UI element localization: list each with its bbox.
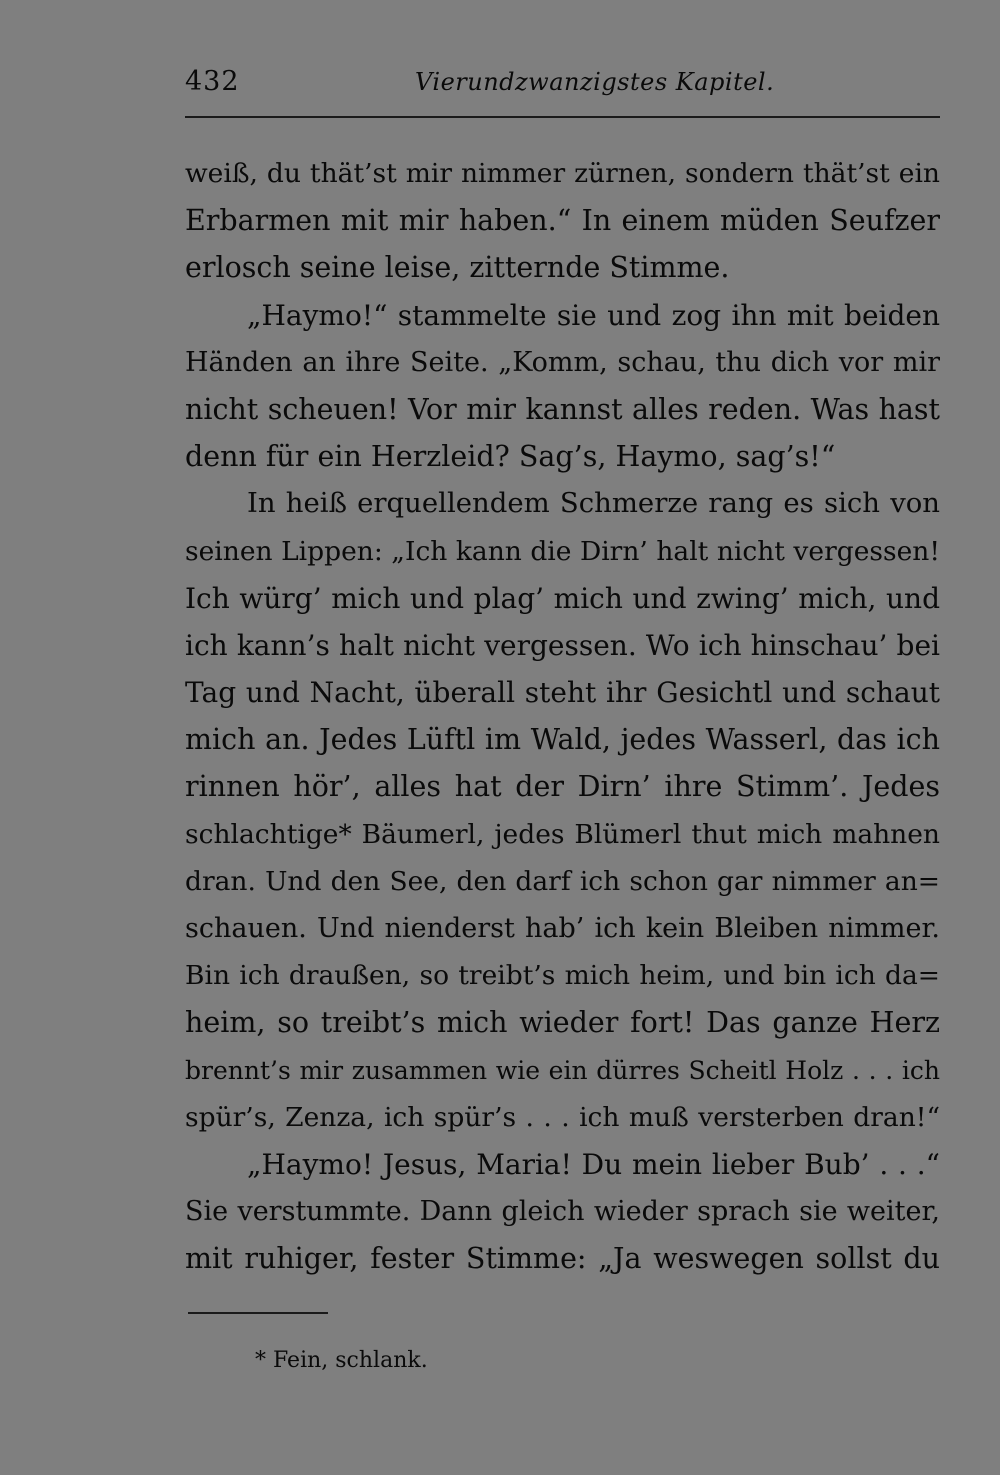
- text-line: In heiß erquellendem Schmerze rang es sich von: [247, 487, 940, 520]
- page-number: 432: [185, 66, 240, 97]
- text-line: weiß, du thät’st mir nimmer zürnen, sondern thät’st ein: [185, 158, 940, 189]
- text-line: Sie verstummte. Dann gleich wieder sprach sie weiter,: [185, 1196, 940, 1228]
- text-line: erlosch seine leise, zitternde Stimme.: [185, 251, 730, 285]
- footnote-rule: [188, 1312, 328, 1314]
- footnote: * Fein, schlank.: [255, 1348, 428, 1373]
- page-header: [185, 62, 940, 102]
- text-line: Ich würg’ mich und plag’ mich und zwing’ mich, und: [185, 581, 940, 615]
- text-line: „Haymo! Jesus, Maria! Du mein lieber Bub’ . . .“: [247, 1147, 940, 1181]
- text-line: Bin ich draußen, so treibt’s mich heim, und bin ich da=: [185, 960, 940, 992]
- text-line: mit ruhiger, fester Stimme: „Ja weswegen sollst du: [185, 1242, 940, 1276]
- text-line: dran. Und den See, den darf ich schon gar nimmer an=: [185, 865, 940, 897]
- text-line: Händen an ihre Seite. „Komm, schau, thu dich vor mir: [185, 346, 940, 378]
- text-line: brennt’s mir zusammen wie ein dürres Scheitl Holz . . . ich: [185, 1055, 940, 1085]
- text-line: heim, so treibt’s mich wieder fort! Das ganze Herz: [185, 1006, 940, 1040]
- body-text: [185, 150, 940, 1283]
- running-head: Vierundzwanzigstes Kapitel.: [415, 68, 775, 96]
- text-line: ich kann’s halt nicht vergessen. Wo ich hinschau’ bei: [185, 628, 940, 662]
- text-line: seinen Lippen: „Ich kann die Dirn’ halt nicht vergessen!: [185, 535, 940, 567]
- text-line: Erbarmen mit mir haben.“ In einem müden Seufzer: [185, 204, 940, 238]
- text-line: schlachtige* Bäumerl, jedes Blümerl thut mich mahnen: [185, 818, 940, 850]
- text-line: nicht scheuen! Vor mir kannst alles reden. Was hast: [185, 392, 940, 426]
- text-line: „Haymo!“ stammelte sie und zog ihn mit beiden: [247, 298, 940, 332]
- text-line: rinnen hör’, alles hat der Dirn’ ihre Stimm’. Jedes: [185, 770, 940, 804]
- text-line: mich an. Jedes Lüftl im Wald, jedes Wasserl, das ich: [185, 723, 940, 757]
- text-line: denn für ein Herzleid? Sag’s, Haymo, sag’s!“: [185, 440, 836, 474]
- text-line: schauen. Und nienderst hab’ ich kein Bleiben nimmer.: [185, 913, 940, 944]
- text-line: Tag und Nacht, überall steht ihr Gesichtl und schaut: [185, 676, 940, 710]
- text-line: spür’s, Zenza, ich spür’s . . . ich muß versterben dran!“: [185, 1101, 940, 1133]
- header-rule: [185, 116, 940, 118]
